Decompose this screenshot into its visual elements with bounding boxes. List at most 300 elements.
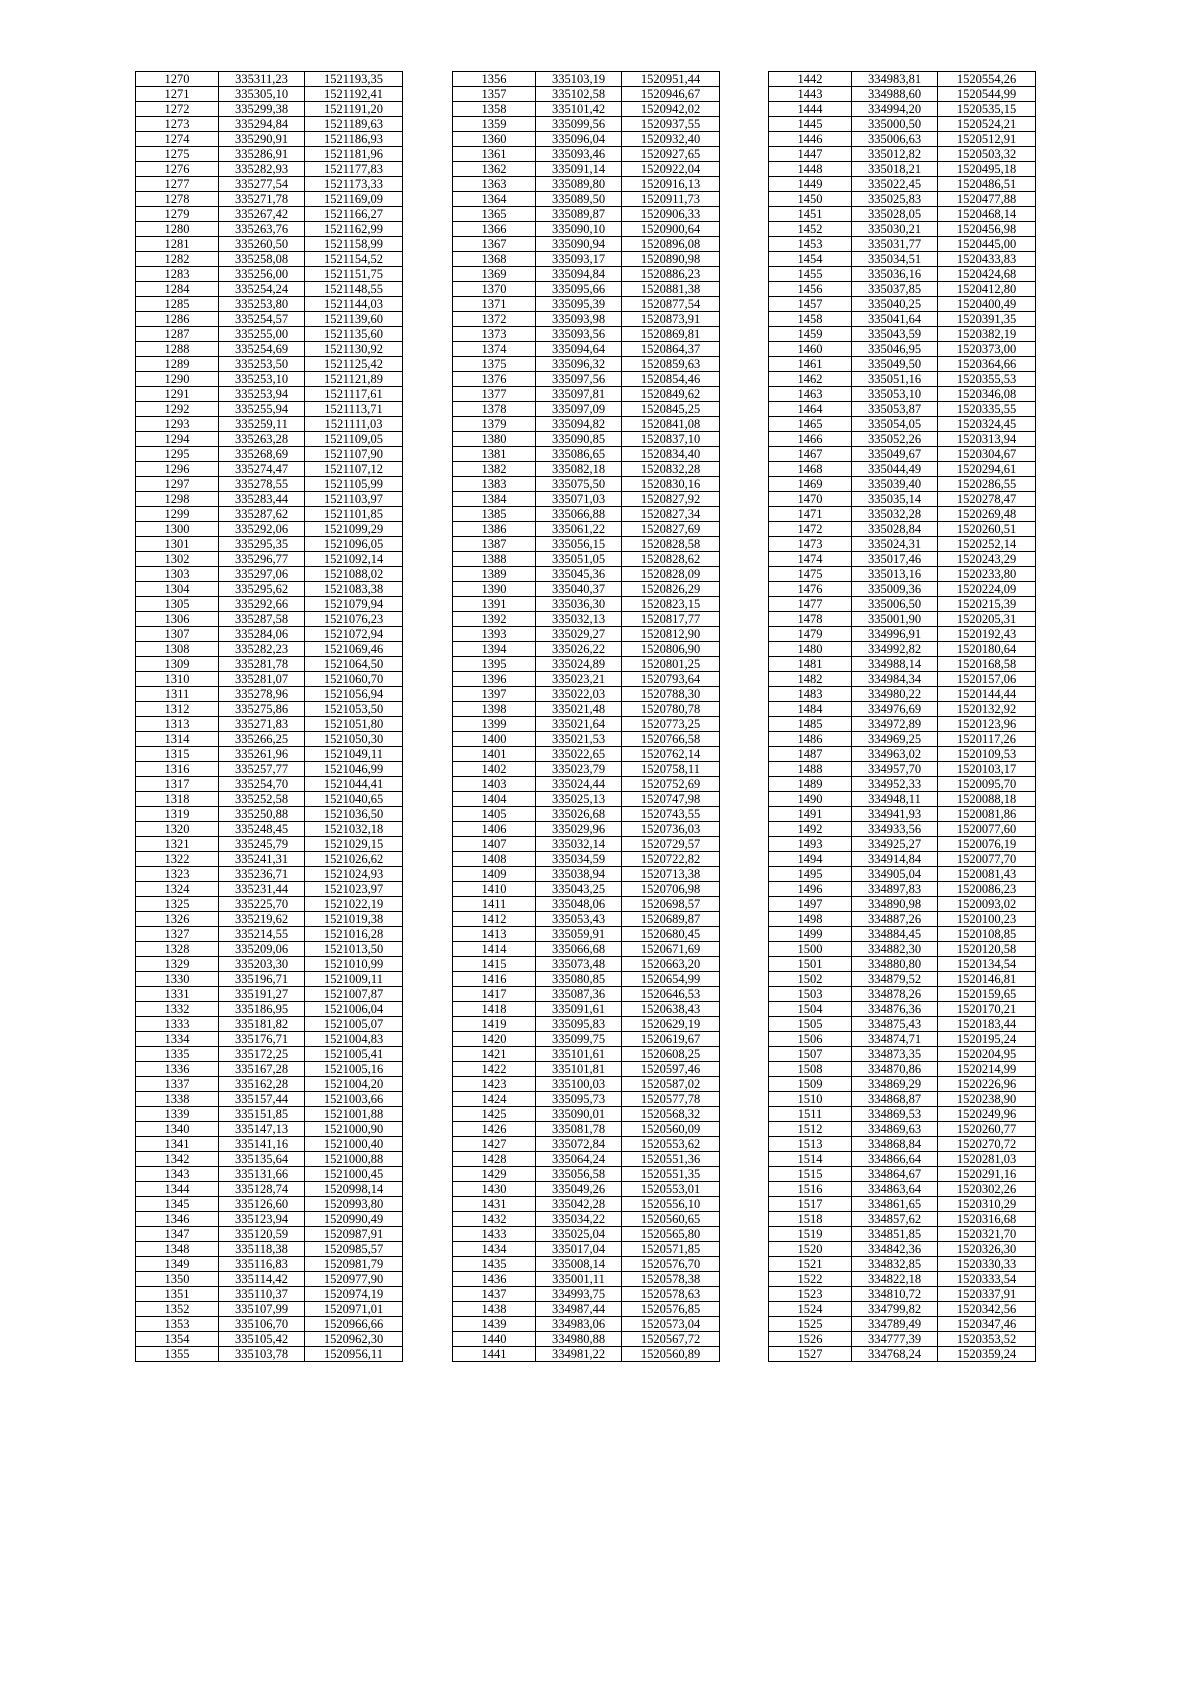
y-coordinate-cell: 1521036,50 [305, 807, 403, 822]
point-number-cell: 1270 [136, 72, 219, 87]
y-coordinate-cell: 1520551,35 [622, 1167, 720, 1182]
y-coordinate-cell: 1521158,99 [305, 237, 403, 252]
y-coordinate-cell: 1520900,64 [622, 222, 720, 237]
table-row [136, 1272, 403, 1287]
table-row [136, 1287, 403, 1302]
table-row [769, 897, 1036, 912]
y-coordinate-cell: 1520663,20 [622, 957, 720, 972]
table-row [453, 747, 720, 762]
table-row [453, 72, 720, 87]
x-coordinate-cell: 335066,88 [536, 507, 622, 522]
table-row [769, 537, 1036, 552]
point-number-cell: 1354 [136, 1332, 219, 1347]
y-coordinate-cell: 1521125,42 [305, 357, 403, 372]
y-coordinate-cell: 1521016,28 [305, 927, 403, 942]
table-row [136, 372, 403, 387]
x-coordinate-cell: 334878,26 [852, 987, 938, 1002]
table-row [136, 912, 403, 927]
y-coordinate-cell: 1520286,55 [938, 477, 1036, 492]
table-row [769, 177, 1036, 192]
point-number-cell: 1524 [769, 1302, 852, 1317]
point-number-cell: 1468 [769, 462, 852, 477]
table-row [136, 942, 403, 957]
y-coordinate-cell: 1521051,80 [305, 717, 403, 732]
point-number-cell: 1328 [136, 942, 219, 957]
y-coordinate-cell: 1520671,69 [622, 942, 720, 957]
x-coordinate-cell: 335091,14 [536, 162, 622, 177]
y-coordinate-cell: 1521107,90 [305, 447, 403, 462]
point-number-cell: 1301 [136, 537, 219, 552]
table-row [453, 252, 720, 267]
point-number-cell: 1352 [136, 1302, 219, 1317]
point-number-cell: 1442 [769, 72, 852, 87]
point-number-cell: 1495 [769, 867, 852, 882]
y-coordinate-cell: 1520806,90 [622, 642, 720, 657]
y-coordinate-cell: 1520081,86 [938, 807, 1036, 822]
y-coordinate-cell: 1521024,93 [305, 867, 403, 882]
y-coordinate-cell: 1521053,50 [305, 702, 403, 717]
table-row [136, 492, 403, 507]
y-coordinate-cell: 1520077,70 [938, 852, 1036, 867]
x-coordinate-cell: 335095,73 [536, 1092, 622, 1107]
y-coordinate-cell: 1520916,13 [622, 177, 720, 192]
x-coordinate-cell: 335024,31 [852, 537, 938, 552]
point-number-cell: 1511 [769, 1107, 852, 1122]
table-row [769, 207, 1036, 222]
table-row [453, 1032, 720, 1047]
y-coordinate-cell: 1521088,02 [305, 567, 403, 582]
point-number-cell: 1448 [769, 162, 852, 177]
point-number-cell: 1413 [453, 927, 536, 942]
x-coordinate-cell: 335038,94 [536, 867, 622, 882]
y-coordinate-cell: 1521148,55 [305, 282, 403, 297]
x-coordinate-cell: 335099,75 [536, 1032, 622, 1047]
x-coordinate-cell: 334864,67 [852, 1167, 938, 1182]
point-number-cell: 1374 [453, 342, 536, 357]
table-row [769, 1167, 1036, 1182]
table-row [136, 267, 403, 282]
y-coordinate-cell: 1521005,41 [305, 1047, 403, 1062]
table-row [769, 837, 1036, 852]
y-coordinate-cell: 1520828,62 [622, 552, 720, 567]
x-coordinate-cell: 335253,94 [219, 387, 305, 402]
y-coordinate-cell: 1521191,20 [305, 102, 403, 117]
table-row [136, 1107, 403, 1122]
x-coordinate-cell: 335040,37 [536, 582, 622, 597]
x-coordinate-cell: 335034,51 [852, 252, 938, 267]
y-coordinate-cell: 1520337,91 [938, 1287, 1036, 1302]
y-coordinate-cell: 1520578,63 [622, 1287, 720, 1302]
table-row [453, 672, 720, 687]
point-number-cell: 1469 [769, 477, 852, 492]
point-number-cell: 1476 [769, 582, 852, 597]
x-coordinate-cell: 335097,81 [536, 387, 622, 402]
x-coordinate-cell: 335026,22 [536, 642, 622, 657]
point-number-cell: 1402 [453, 762, 536, 777]
x-coordinate-cell: 335029,96 [536, 822, 622, 837]
table-row [136, 357, 403, 372]
y-coordinate-cell: 1520966,66 [305, 1317, 403, 1332]
y-coordinate-cell: 1520100,23 [938, 912, 1036, 927]
table-row [769, 822, 1036, 837]
table-row [769, 447, 1036, 462]
point-number-cell: 1320 [136, 822, 219, 837]
y-coordinate-cell: 1521004,83 [305, 1032, 403, 1047]
point-number-cell: 1482 [769, 672, 852, 687]
x-coordinate-cell: 334981,22 [536, 1347, 622, 1362]
table-row [136, 252, 403, 267]
table-row [453, 987, 720, 1002]
x-coordinate-cell: 335022,65 [536, 747, 622, 762]
x-coordinate-cell: 334870,86 [852, 1062, 938, 1077]
point-number-cell: 1316 [136, 762, 219, 777]
point-number-cell: 1306 [136, 612, 219, 627]
point-number-cell: 1437 [453, 1287, 536, 1302]
point-number-cell: 1457 [769, 297, 852, 312]
table-row [769, 222, 1036, 237]
x-coordinate-cell: 335101,61 [536, 1047, 622, 1062]
point-number-cell: 1481 [769, 657, 852, 672]
table-row [136, 1137, 403, 1152]
x-coordinate-cell: 335128,74 [219, 1182, 305, 1197]
x-coordinate-cell: 335049,26 [536, 1182, 622, 1197]
point-number-cell: 1344 [136, 1182, 219, 1197]
table-row [769, 1152, 1036, 1167]
table-row [453, 807, 720, 822]
x-coordinate-cell: 335039,40 [852, 477, 938, 492]
point-number-cell: 1397 [453, 687, 536, 702]
point-number-cell: 1392 [453, 612, 536, 627]
table-row [769, 957, 1036, 972]
table-row [453, 867, 720, 882]
y-coordinate-cell: 1521072,94 [305, 627, 403, 642]
table-row [769, 672, 1036, 687]
x-coordinate-cell: 335255,00 [219, 327, 305, 342]
x-coordinate-cell: 335203,30 [219, 957, 305, 972]
x-coordinate-cell: 335036,30 [536, 597, 622, 612]
y-coordinate-cell: 1520877,54 [622, 297, 720, 312]
point-number-cell: 1325 [136, 897, 219, 912]
y-coordinate-cell: 1520226,96 [938, 1077, 1036, 1092]
table-row [453, 837, 720, 852]
point-number-cell: 1335 [136, 1047, 219, 1062]
table-row [136, 147, 403, 162]
point-number-cell: 1521 [769, 1257, 852, 1272]
point-number-cell: 1288 [136, 342, 219, 357]
table-row [453, 492, 720, 507]
table-row [453, 942, 720, 957]
y-coordinate-cell: 1520433,83 [938, 252, 1036, 267]
table-row [769, 852, 1036, 867]
table-row [769, 1062, 1036, 1077]
point-number-cell: 1285 [136, 297, 219, 312]
y-coordinate-cell: 1520486,51 [938, 177, 1036, 192]
x-coordinate-cell: 335026,68 [536, 807, 622, 822]
table-row [769, 252, 1036, 267]
y-coordinate-cell: 1521092,14 [305, 552, 403, 567]
point-number-cell: 1358 [453, 102, 536, 117]
y-coordinate-cell: 1520837,10 [622, 432, 720, 447]
x-coordinate-cell: 335263,76 [219, 222, 305, 237]
y-coordinate-cell: 1520269,48 [938, 507, 1036, 522]
y-coordinate-cell: 1520827,92 [622, 492, 720, 507]
x-coordinate-cell: 335021,64 [536, 717, 622, 732]
point-number-cell: 1400 [453, 732, 536, 747]
y-coordinate-cell: 1521064,50 [305, 657, 403, 672]
x-coordinate-cell: 335090,94 [536, 237, 622, 252]
point-number-cell: 1319 [136, 807, 219, 822]
x-coordinate-cell: 334988,60 [852, 87, 938, 102]
y-coordinate-cell: 1520192,43 [938, 627, 1036, 642]
y-coordinate-cell: 1521173,33 [305, 177, 403, 192]
table-row [769, 132, 1036, 147]
y-coordinate-cell: 1521181,96 [305, 147, 403, 162]
point-number-cell: 1491 [769, 807, 852, 822]
point-number-cell: 1455 [769, 267, 852, 282]
x-coordinate-cell: 335006,50 [852, 597, 938, 612]
x-coordinate-cell: 335036,16 [852, 267, 938, 282]
y-coordinate-cell: 1520108,85 [938, 927, 1036, 942]
table-row [769, 297, 1036, 312]
x-coordinate-cell: 335064,24 [536, 1152, 622, 1167]
y-coordinate-cell: 1521023,97 [305, 882, 403, 897]
x-coordinate-cell: 335106,70 [219, 1317, 305, 1332]
point-number-cell: 1291 [136, 387, 219, 402]
table-row [136, 117, 403, 132]
table-row [453, 642, 720, 657]
x-coordinate-cell: 334868,87 [852, 1092, 938, 1107]
table-row [769, 1272, 1036, 1287]
table-row [136, 1062, 403, 1077]
x-coordinate-cell: 334941,93 [852, 807, 938, 822]
point-number-cell: 1383 [453, 477, 536, 492]
point-number-cell: 1480 [769, 642, 852, 657]
table-row [769, 1242, 1036, 1257]
x-coordinate-cell: 335001,11 [536, 1272, 622, 1287]
y-coordinate-cell: 1521010,99 [305, 957, 403, 972]
x-coordinate-cell: 335236,71 [219, 867, 305, 882]
y-coordinate-cell: 1520291,16 [938, 1167, 1036, 1182]
table-row [769, 402, 1036, 417]
x-coordinate-cell: 334890,98 [852, 897, 938, 912]
x-coordinate-cell: 335090,85 [536, 432, 622, 447]
point-number-cell: 1470 [769, 492, 852, 507]
x-coordinate-cell: 335271,83 [219, 717, 305, 732]
y-coordinate-cell: 1520578,38 [622, 1272, 720, 1287]
table-row [453, 1302, 720, 1317]
table-row [769, 1077, 1036, 1092]
table-row [453, 507, 720, 522]
x-coordinate-cell: 335282,93 [219, 162, 305, 177]
x-coordinate-cell: 334980,88 [536, 1332, 622, 1347]
point-number-cell: 1421 [453, 1047, 536, 1062]
table-row [453, 417, 720, 432]
y-coordinate-cell: 1521121,89 [305, 372, 403, 387]
x-coordinate-cell: 335025,13 [536, 792, 622, 807]
x-coordinate-cell: 335090,01 [536, 1107, 622, 1122]
x-coordinate-cell: 335295,35 [219, 537, 305, 552]
table-row [453, 762, 720, 777]
x-coordinate-cell: 335001,90 [852, 612, 938, 627]
y-coordinate-cell: 1520335,55 [938, 402, 1036, 417]
table-row [769, 732, 1036, 747]
x-coordinate-cell: 334822,18 [852, 1272, 938, 1287]
table-row [453, 1257, 720, 1272]
point-number-cell: 1396 [453, 672, 536, 687]
point-number-cell: 1406 [453, 822, 536, 837]
x-coordinate-cell: 335131,66 [219, 1167, 305, 1182]
x-coordinate-cell: 335277,54 [219, 177, 305, 192]
point-number-cell: 1516 [769, 1182, 852, 1197]
y-coordinate-cell: 1520215,39 [938, 597, 1036, 612]
table-row [453, 1287, 720, 1302]
point-number-cell: 1276 [136, 162, 219, 177]
point-number-cell: 1431 [453, 1197, 536, 1212]
table-row [769, 87, 1036, 102]
x-coordinate-cell: 334897,83 [852, 882, 938, 897]
x-coordinate-cell: 335256,00 [219, 267, 305, 282]
table-row [136, 672, 403, 687]
y-coordinate-cell: 1520937,55 [622, 117, 720, 132]
table-row [769, 627, 1036, 642]
y-coordinate-cell: 1520956,11 [305, 1347, 403, 1362]
table-row [136, 522, 403, 537]
point-number-cell: 1333 [136, 1017, 219, 1032]
table-row [769, 387, 1036, 402]
y-coordinate-cell: 1521111,03 [305, 417, 403, 432]
x-coordinate-cell: 335099,56 [536, 117, 622, 132]
table-row [136, 687, 403, 702]
table-row [136, 297, 403, 312]
table-row [769, 1017, 1036, 1032]
table-row [136, 417, 403, 432]
point-number-cell: 1381 [453, 447, 536, 462]
point-number-cell: 1334 [136, 1032, 219, 1047]
x-coordinate-cell: 334876,36 [852, 1002, 938, 1017]
y-coordinate-cell: 1520881,38 [622, 282, 720, 297]
y-coordinate-cell: 1520646,53 [622, 987, 720, 1002]
point-number-cell: 1477 [769, 597, 852, 612]
table-row [453, 522, 720, 537]
table-row [769, 432, 1036, 447]
y-coordinate-cell: 1520713,38 [622, 867, 720, 882]
y-coordinate-cell: 1520347,46 [938, 1317, 1036, 1332]
point-number-cell: 1513 [769, 1137, 852, 1152]
table-row [453, 1212, 720, 1227]
point-number-cell: 1426 [453, 1122, 536, 1137]
x-coordinate-cell: 335299,38 [219, 102, 305, 117]
y-coordinate-cell: 1521006,04 [305, 1002, 403, 1017]
point-number-cell: 1282 [136, 252, 219, 267]
point-number-cell: 1486 [769, 732, 852, 747]
x-coordinate-cell: 335118,38 [219, 1242, 305, 1257]
y-coordinate-cell: 1520359,24 [938, 1347, 1036, 1362]
table-row [453, 357, 720, 372]
y-coordinate-cell: 1520373,00 [938, 342, 1036, 357]
point-number-cell: 1356 [453, 72, 536, 87]
table-row [136, 987, 403, 1002]
point-number-cell: 1321 [136, 837, 219, 852]
x-coordinate-cell: 335017,46 [852, 552, 938, 567]
point-number-cell: 1461 [769, 357, 852, 372]
y-coordinate-cell: 1521044,41 [305, 777, 403, 792]
y-coordinate-cell: 1520294,61 [938, 462, 1036, 477]
point-number-cell: 1361 [453, 147, 536, 162]
point-number-cell: 1299 [136, 507, 219, 522]
x-coordinate-cell: 335095,66 [536, 282, 622, 297]
x-coordinate-cell: 335263,28 [219, 432, 305, 447]
point-number-cell: 1398 [453, 702, 536, 717]
point-number-cell: 1289 [136, 357, 219, 372]
point-number-cell: 1317 [136, 777, 219, 792]
y-coordinate-cell: 1520477,88 [938, 192, 1036, 207]
point-number-cell: 1456 [769, 282, 852, 297]
x-coordinate-cell: 334875,43 [852, 1017, 938, 1032]
table-row [453, 447, 720, 462]
x-coordinate-cell: 335034,22 [536, 1212, 622, 1227]
point-number-cell: 1451 [769, 207, 852, 222]
table-row [136, 207, 403, 222]
y-coordinate-cell: 1521103,97 [305, 492, 403, 507]
point-number-cell: 1515 [769, 1167, 852, 1182]
table-row [136, 852, 403, 867]
y-coordinate-cell: 1520762,14 [622, 747, 720, 762]
table-row [453, 1197, 720, 1212]
y-coordinate-cell: 1521189,63 [305, 117, 403, 132]
table-row [136, 957, 403, 972]
x-coordinate-cell: 335283,44 [219, 492, 305, 507]
point-number-cell: 1308 [136, 642, 219, 657]
x-coordinate-cell: 335287,58 [219, 612, 305, 627]
table-row [136, 177, 403, 192]
point-number-cell: 1458 [769, 312, 852, 327]
table-row [136, 612, 403, 627]
point-number-cell: 1439 [453, 1317, 536, 1332]
point-number-cell: 1405 [453, 807, 536, 822]
point-number-cell: 1490 [769, 792, 852, 807]
y-coordinate-cell: 1521105,99 [305, 477, 403, 492]
table-row [769, 1287, 1036, 1302]
x-coordinate-cell: 335147,13 [219, 1122, 305, 1137]
x-coordinate-cell: 335030,21 [852, 222, 938, 237]
point-number-cell: 1332 [136, 1002, 219, 1017]
point-number-cell: 1300 [136, 522, 219, 537]
y-coordinate-cell: 1520698,57 [622, 897, 720, 912]
table-row [453, 162, 720, 177]
x-coordinate-cell: 334972,89 [852, 717, 938, 732]
x-coordinate-cell: 335297,06 [219, 567, 305, 582]
x-coordinate-cell: 334884,45 [852, 927, 938, 942]
table-row [453, 477, 720, 492]
y-coordinate-cell: 1520932,40 [622, 132, 720, 147]
table-row [453, 612, 720, 627]
x-coordinate-cell: 334914,84 [852, 852, 938, 867]
point-number-cell: 1474 [769, 552, 852, 567]
table-row [136, 867, 403, 882]
y-coordinate-cell: 1521046,99 [305, 762, 403, 777]
y-coordinate-cell: 1521019,38 [305, 912, 403, 927]
point-number-cell: 1305 [136, 597, 219, 612]
y-coordinate-cell: 1520544,99 [938, 87, 1036, 102]
point-number-cell: 1428 [453, 1152, 536, 1167]
table-row [453, 777, 720, 792]
x-coordinate-cell: 335268,69 [219, 447, 305, 462]
x-coordinate-cell: 335225,70 [219, 897, 305, 912]
y-coordinate-cell: 1520524,21 [938, 117, 1036, 132]
point-number-cell: 1514 [769, 1152, 852, 1167]
point-number-cell: 1330 [136, 972, 219, 987]
table-row [769, 162, 1036, 177]
